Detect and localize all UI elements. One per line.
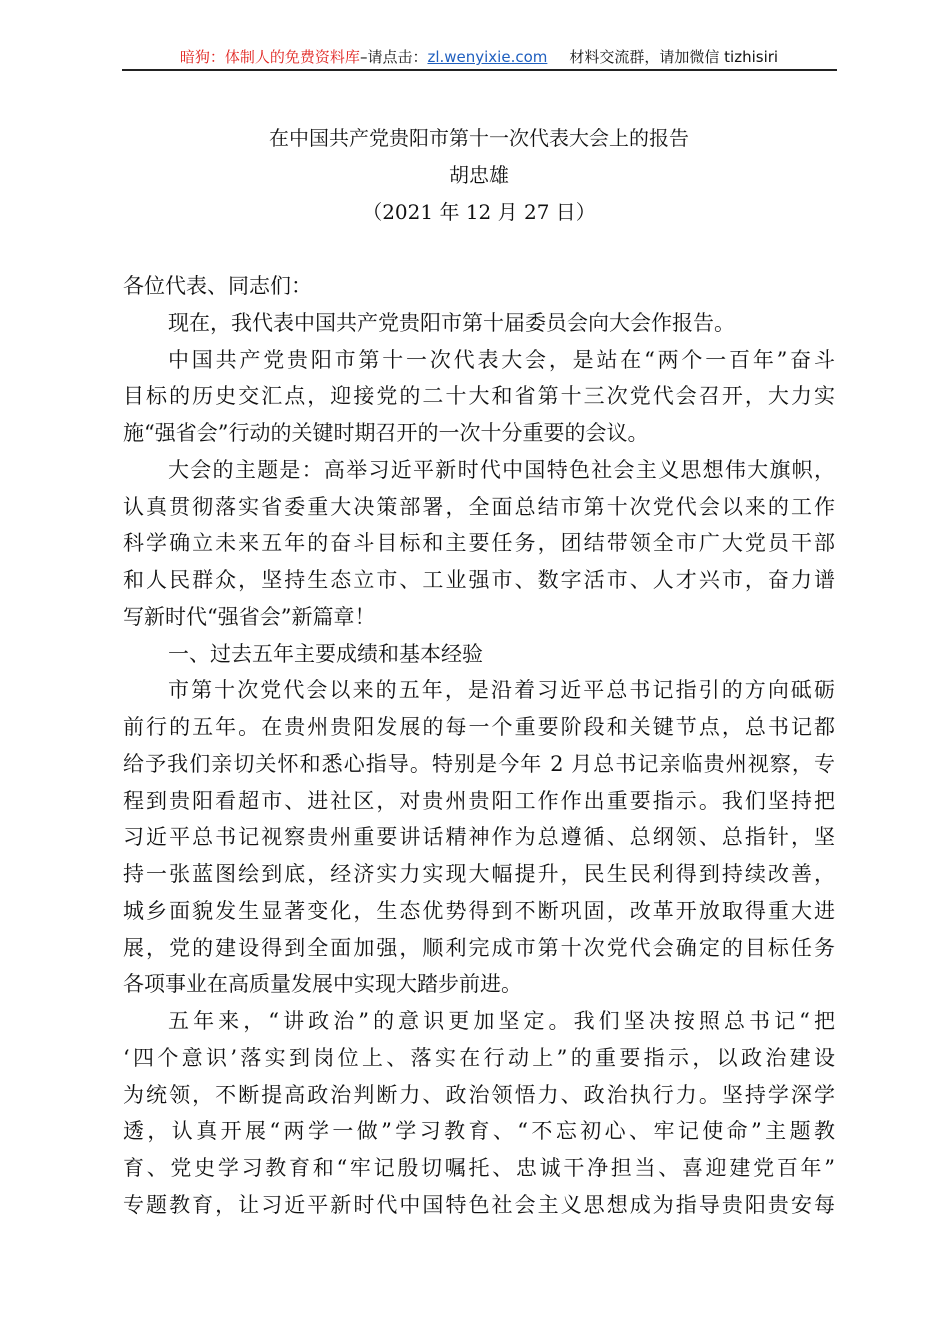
document-date: （2021 年 12 月 27 日） [362,200,596,224]
paragraph-line: 认真贯彻落实省委重大决策部署，全面总结市第十次党代会以来的工作 [123,494,835,519]
paragraph-line: 各项事业在高质量发展中实现大踏步前进。 [123,972,522,997]
paragraph-line: 程到贵阳看超市、进社区，对贵州贵阳工作作出重要指示。我们坚持把 [123,788,835,813]
paragraph-line: 和人民群众，坚持生态立市、工业强市、数字活市、人才兴市，奋力谱 [123,568,835,592]
paragraph-line: 目标的历史交汇点，迎接党的二十大和省第十三次党代会召开，大力实 [123,384,835,409]
paragraph-line: 给予我们亲切关怀和悉心指导。特别是今年 2 月总书记亲临贵州视察，专 [123,751,835,776]
paragraph [123,672,835,1003]
paragraph-line: 大会的主题是：高举习近平新时代中国特色社会主义思想伟大旗帜， [168,457,835,482]
paragraph-line: 科学确立未来五年的奋斗目标和主要任务，团结带领全市广大党员干部 [123,531,835,556]
banner-wechat: 材料交流群，请加微信 tizhisiri [569,48,779,66]
paragraph-line: 写新时代“强省会”新篇章！ [123,604,376,629]
paragraph-line: 为统领，不断提高政治判断力、政治领悟力、政治执行力。坚持学深学 [123,1082,835,1107]
paragraph-line: 习近平总书记视察贵州重要讲话精神作为总遵循、总纲领、总指针，坚 [123,825,835,850]
document-title: 在中国共产党贵阳市第十一次代表大会上的报告 [269,126,689,150]
paragraph [123,452,835,636]
paragraph [123,305,835,342]
banner-link[interactable]: zl.wenyixie.com [427,48,548,66]
header-rule [122,69,837,71]
paragraph-line: 展，党的建设得到全面加强，顺利完成市第十次党代会确定的目标任务 [123,935,835,960]
paragraph-line: 专题教育，让习近平新时代中国特色社会主义思想成为指导贵阳贵安每 [123,1192,835,1217]
paragraph-line: 市第十次党代会以来的五年，是沿着习近平总书记指引的方向砥砺 [168,678,835,703]
paragraph-line: 施“强省会”行动的关键时期召开的一次十分重要的会议。 [123,421,649,445]
paragraph-line: 中国共产党贵阳市第十一次代表大会，是站在“两个一百年”奋斗 [168,347,835,372]
paragraph-line: 一、过去五年主要成绩和基本经验 [168,641,483,666]
paragraph-line: 前行的五年。在贵州贵阳发展的每一个重要阶段和关键节点，总书记都 [123,715,835,739]
banner-promo: 暗狗：体制人的免费资料库 [179,48,360,66]
header-banner [120,46,838,67]
paragraph [123,1003,835,1224]
paragraph-line: 五年来，“讲政治”的意识更加坚定。我们坚决按照总书记“把 [168,1009,835,1033]
paragraph-line: 现在，我代表中国共产党贵阳市第十届委员会向大会作报告。 [168,310,735,335]
document-body [123,268,835,1224]
paragraph-line: 育、党史学习教育和“牢记殷切嘱托、忠诚干净担当、喜迎建党百年” [123,1156,835,1180]
paragraph-line: 持一张蓝图绘到底，经济实力实现大幅提升，民生民利得到持续改善， [123,862,835,886]
banner-click-prompt: –请点击： [359,48,428,66]
paragraph-line: 城乡面貌发生显著变化，生态优势得到不断巩固，改革开放取得重大进 [123,898,835,923]
paragraph [123,268,835,305]
paragraph-line: ‘四个意识’落实到岗位上、落实在行动上”的重要指示，以政治建设 [123,1045,835,1070]
paragraph-line: 透，认真开展“两学一做”学习教育、“不忘初心、牢记使命”主题教 [123,1119,835,1144]
paragraph [123,636,835,673]
paragraph-line: 各位代表、同志们： [123,274,312,298]
paragraph [123,342,835,452]
document-author: 胡忠雄 [449,163,509,187]
